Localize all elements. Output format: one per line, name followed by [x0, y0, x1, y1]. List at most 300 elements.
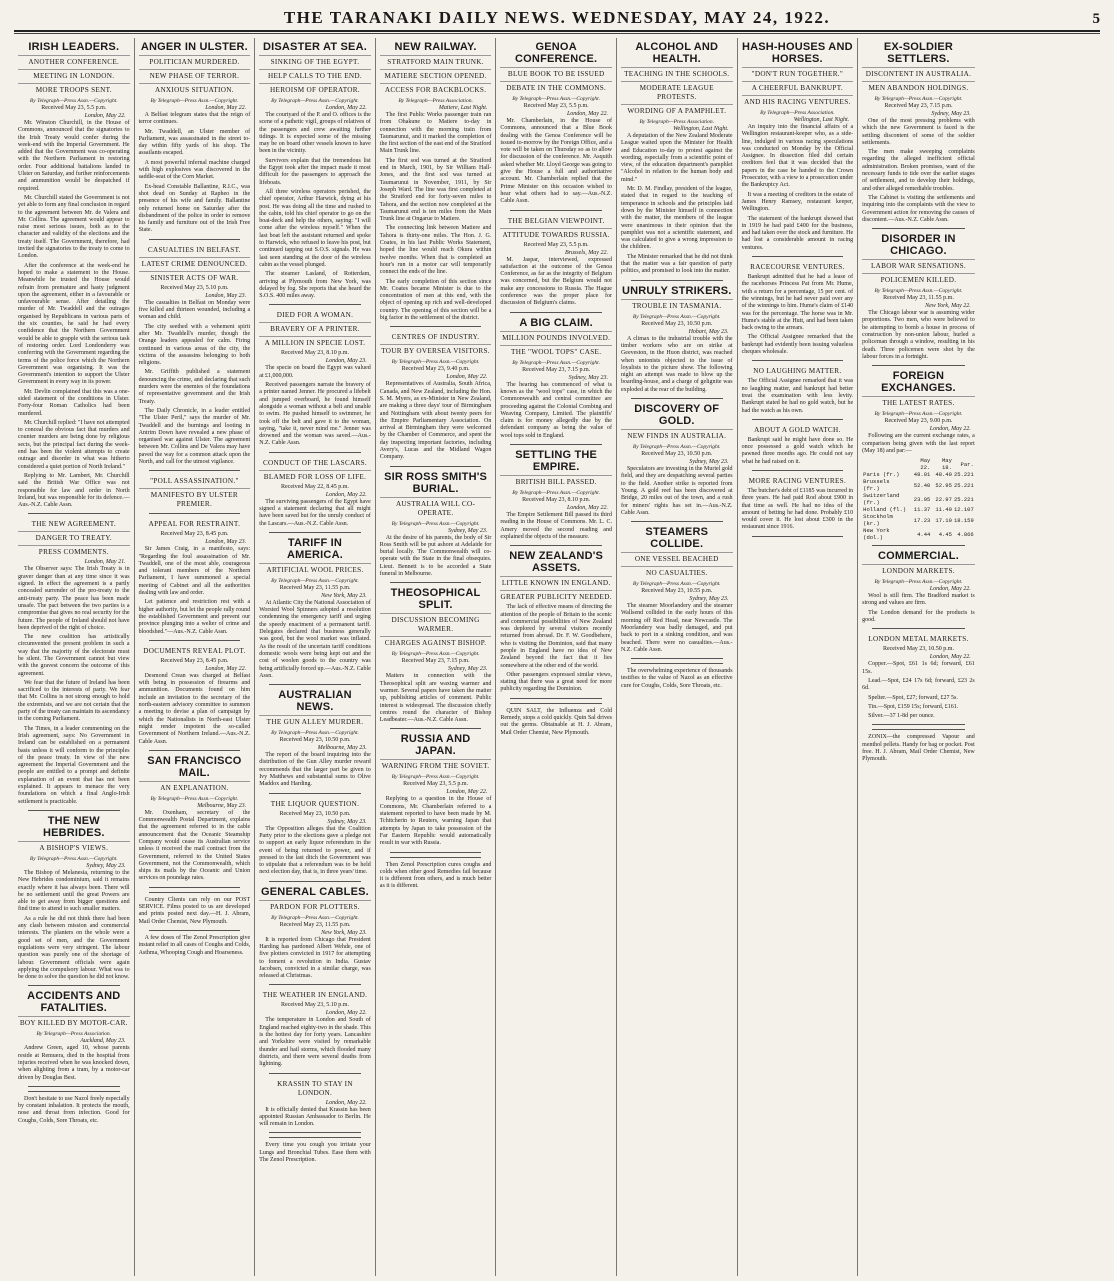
article-separator — [390, 326, 482, 327]
dateline: London, May 22. — [325, 491, 367, 498]
body-paragraph: Mr. D. M. Findlay, president of the league, stated that in regard to the teaching of temperance in schools and the principles laid down by the Minister himself in connection with the matter, the members of the league were unanimous in their opinion that the pamphlet was not a scientific statement, and was calculated to give a wrong impression to the children. — [620, 186, 733, 251]
article — [18, 41, 130, 509]
table-header-cell — [862, 457, 910, 471]
dateline: London, May 22. — [566, 111, 608, 117]
article-separator — [510, 545, 602, 546]
body-paragraph: A deputation of the New Zealand Moderate League waited upon the Minister for Health and Education to-day to protest against the wording, especially from a scientific point of view, of the education department's pamphlet "Alcohol in relation to the human body and mind." — [620, 133, 733, 183]
telegraph-credit: By Telegraph—Press Assn.—Copyright. — [512, 96, 601, 102]
subheading: A CHEERFUL BANKRUPT. — [742, 81, 854, 93]
body-paragraph: Mr. Winston Churchill, in the House of Commons, announced that the signatories to the Irish Treaty would confer during the week-end with the Imperial Government. He added that the Government was co-operating with the Northern Parliament in restoring order. Four additional battalions landed in Ulster on Saturday, and further reinforcements and ammunition would be despatched if required. — [18, 120, 130, 192]
body-paragraph: Mr. Chamberlain, in the House of Commons, announced that a Blue Book dealing with the Genoa Conference will be issued to-morrow by the Foreign Office, and a vote will be taken on Thursday so as to allow for discussion of the conference. Mr. Asquith asked whether Mr. Lloyd George was going to give the House a full and authoritative account. Mr. Chamberlain replied that the Prime Minister on this occasion wished to hear what others had to say.—Aus.-N.Z. Cable Assn. — [500, 118, 612, 205]
table-header-cell: Par. — [960, 460, 974, 468]
article — [862, 550, 975, 624]
table-row — [862, 506, 975, 513]
body-paragraph: Following are the current exchange rates, a comparison being given with the last report (May 18) and par:— — [862, 433, 975, 454]
headline: IRISH LEADERS. — [28, 41, 120, 53]
dateline: Auckland, May 23. — [80, 1038, 126, 1045]
subheading: ACCESS FOR BACKBLOCKS. — [380, 83, 492, 95]
received-time: Received May 23, 10.55 p.m. — [641, 588, 713, 595]
body-paragraph: The connecting link between Matiere and Tahora is thirty-one miles. The Hon. J. G. Coates, in his last Public Works Statement, hoped the line would reach Okura within twelve months. When that is completed an hour's run in a motor car will temporarily connect the ends of the line. — [379, 225, 492, 276]
table-cell: 25.221 — [953, 481, 974, 489]
telegraph-credit: By Telegraph—Press Assn.—Copyright. — [632, 444, 721, 451]
article — [18, 518, 130, 806]
article-separator — [149, 470, 241, 471]
article — [18, 990, 130, 1081]
article-separator — [631, 658, 723, 659]
table-cell: 52.40 — [913, 481, 931, 489]
article — [621, 285, 733, 394]
advert-text: Every time you cough you irritate your Lungs and Bronchial Tubes. Ease them with The Zenol Prescription. — [259, 1142, 371, 1164]
article-separator — [269, 984, 361, 985]
table-cell: 25.221 — [953, 471, 974, 479]
article — [742, 475, 854, 532]
body-paragraph: Received passengers narrate the bravery of a printer named Jenner. He procured a lifebelt and jumped overboard, he found himself alongside a woman without a belt and unable to swim. He pushed himself to swimmer, he took off the belt and gave it to the woman, saying, "take it, never mind me." Jenner was drowned and the woman was saved.—Aus.-N.Z. Cable Assn. — [259, 382, 371, 447]
body-paragraph: Bankrupt admitted that he had a lease of the racehorses Princess Pat from Mr. Hume, with a return for a percentage, 15 per cent. of the winnings, but he had never paid over any of the winnings to him. Hume's claim of £140 was for the percentage. The horse was in Mr. Hume's stable at the Hutt, and had been taken back owing to the arrears. — [741, 274, 854, 332]
received-time: Received May 23, 10.50 p.m. — [279, 737, 351, 744]
body-paragraph: It is officially denied that Krassin has been appointed Russian Ambassador to Berlin. He will remain in London. — [259, 1106, 371, 1128]
subheading: THE "WOOL TOPS" CASE. — [500, 345, 612, 357]
body-paragraph: Mr. Oxenham, secretary of the Commonwealth Postal Department, explains that the agreement referred to in the cable announcement that the Oceanic Steamship Company would cease its Australian service unless it received the mail contract from the Government, referred to the United States Government, not the Commonwealth, which ships its mails by the Oceanic and Union services on poundage rates. — [138, 809, 251, 882]
table-row — [862, 478, 975, 492]
article-separator — [149, 887, 241, 888]
advert-text: A few doses of The Zenol Prescription give instant relief in all cases of Coughs and Colds, Asthma, Whooping Cough and Hoarseness. — [138, 934, 251, 956]
article — [259, 41, 371, 300]
article-separator — [390, 728, 482, 729]
table-cell: 11.37 — [913, 506, 931, 514]
advert-text: Then Zenol Prescription cures coughs and colds when other good Remedies fail because it is different from others, and is much better as it is different. — [379, 861, 492, 890]
article — [139, 475, 251, 509]
body-paragraph: Speculators are investing in the Muriel gold field, and they are despatching several parties to the field. Another strike is reported from Young. A gold reef has been discovered at Bridge, 20 miles out of the town, and a rush for miners' rights has set in.—Aus.-N.Z. Cable Assn. — [620, 466, 733, 516]
subheading: ABOUT A GOLD WATCH. — [754, 425, 841, 434]
telegraph-credit: By Telegraph—Press Assn.—Copyright. — [271, 730, 359, 737]
body-paragraph: Replying to Mr. Lambert, Mr. Churchill said the British War Office was not responsible for law and order in North Ireland, but was responsible for its defence.—Aus.-N.Z. Cable Assn. — [18, 472, 130, 509]
received-time: Received May 23, 7.15 p.m. — [522, 366, 591, 373]
table-cell: Stockholm (kr.) — [863, 513, 893, 528]
column-6 — [617, 38, 738, 1276]
article-separator — [752, 256, 844, 257]
subheading: SINKING OF THE EGYPT. — [259, 55, 371, 67]
article — [742, 365, 854, 414]
dateline: Sydney, May 23. — [448, 666, 488, 673]
telegraph-credit: By Telegraph—Press Assn.—Copyright. — [391, 651, 480, 658]
article-separator — [149, 750, 241, 751]
dateline: London, May 22. — [929, 426, 971, 433]
article-separator — [269, 684, 361, 685]
table-cell: Switzerland (fr.) — [863, 492, 900, 507]
headline: NEW ZEALAND'S ASSETS. — [509, 550, 604, 575]
table-row — [862, 527, 975, 541]
article — [862, 370, 975, 541]
table-header-row — [862, 457, 975, 471]
dateline: London, May 22. — [929, 586, 971, 593]
article — [500, 317, 612, 440]
article — [621, 403, 733, 517]
body-paragraph: Representatives of Australia, South Africa, Canada, and New Zealand, including the Hon. S. M. Myers, as ex-Minister in New Zealand, are making a three days' tour of Birmingham and Nottingham with about twenty peers for the Empire Parliamentary Association. On arrival at Birmingham they were welcomed by the Chamber of Commerce, and spent the day inspecting important factories, including Avery's, Lucas and the Midland Wagon Company. — [379, 381, 492, 461]
article-separator — [390, 466, 482, 467]
subheading: LABOR WAR SENSATIONS. — [862, 259, 975, 271]
headline: AUSTRALIAN NEWS. — [278, 689, 352, 714]
body-paragraph: We fear that the future of Ireland has been sacrificed to the interests of party. We fear that Mr. Collins is not strong enough to hold the extremists, and we are not certain that the party of the treaty can maintain its ascendancy in the coming Parliament. — [18, 679, 130, 723]
telegraph-credit: By Telegraph—Press Assn.—Copyright. — [874, 579, 963, 586]
headline: DISORDER IN CHICAGO. — [881, 233, 956, 258]
telegraph-credit: By Telegraph—Press Assn.—Copyright. — [29, 855, 118, 862]
dateline: London, May 22. — [205, 105, 247, 111]
table-cell: 25.221 — [953, 495, 974, 503]
body-paragraph: The Empire Settlement Bill passed its third reading in the House of Commons. Mr. L. C. Amery moved the second reading and explained the objects of the measure. — [500, 512, 612, 540]
dateline: London, May 22. — [325, 1010, 367, 1017]
advert-text: The overwhelming experience of thousands testifies to the value of Nazol as an effective cure for Coughs, Colds, Sore Throats, etc. — [620, 668, 733, 689]
masthead — [14, 8, 1100, 32]
article-separator — [752, 536, 844, 537]
table-cell: 18.159 — [953, 516, 974, 524]
article — [621, 41, 733, 276]
table-cell: Paris (fr.) — [863, 471, 900, 479]
dateline: Wellington, Last Night. — [673, 126, 729, 132]
body-paragraph: The hearing has commenced of what is known as the "wool tops" case, in which the Commonwealth and central committee are proceeding against the Colonial Combing and Weaving Company, Limited. The plaintiffs' claim is for money allegedly due by the defendant company as being the value of wool tops sold in England. — [500, 381, 612, 439]
article — [139, 41, 251, 235]
headline: SAN FRANCISCO MAIL. — [147, 754, 242, 779]
article — [259, 1078, 371, 1129]
article — [139, 518, 251, 636]
telegraph-credit: By Telegraph—Press Assn.—Copyright. — [29, 98, 118, 104]
body-paragraph: The lack of effective means of directing the attention of the people of Britain to the scenic and commercial possibilities of New Zealand was deplored by several visitors recently returned from abroad. Dr. F. W. Goodbehere, who is visiting the Dominion, said that many people in England have no idea of New Zealand beyond the fact that it lies somewhere at the other end of the world. — [500, 604, 612, 669]
article-separator — [390, 852, 482, 853]
dateline: Matiere, Last Night. — [438, 105, 488, 111]
received-time: Received May 23, 10.50 p.m. — [882, 646, 954, 653]
headline: THEOSOPHICAL SPLIT. — [390, 587, 481, 612]
article — [259, 798, 371, 877]
subheading: NEW FINDS IN AUSTRALIA. — [621, 429, 733, 441]
dateline: New York, May 23. — [321, 929, 367, 936]
subheading: CASUALTIES IN BELFAST. — [147, 245, 241, 254]
article — [259, 457, 371, 528]
subheading: MEN ABANDON HOLDINGS. — [862, 81, 975, 93]
newspaper-title: THE TARANAKI DAILY NEWS. WEDNESDAY, MAY 24, 1922. — [283, 8, 831, 27]
subheading: THE WEATHER IN ENGLAND. — [262, 991, 368, 1000]
body-paragraph: Andrew Green, aged 10, whose parents reside at Remuera, died in the hospital from injuries received when he was knocked down, when alighting from a tram, by a motor-car driven by Douglas Best. — [18, 1045, 130, 1081]
subheading: MORE RACING VENTURES. — [748, 476, 847, 485]
received-time: Received May 22, 8.45 p.m. — [280, 483, 349, 490]
dateline: Hobart, May 23. — [688, 328, 729, 335]
dateline: Sydney, May 23. — [689, 596, 729, 603]
subheading: BRITISH BILL PASSED. — [500, 475, 612, 487]
subheading: A BISHOP'S VIEWS. — [18, 841, 130, 853]
body-paragraph: The Observer says: The Irish Treaty is in graver danger than at any time since it was signed. In effect the agreement is a partly concealed surrender of the pro-treaty to the anti-treaty party. The peace has been made unsafe. The pact between the two parties is a compromise that gives no real security for the future. The people of Ireland should not have been deprived of the right of choice. — [18, 566, 130, 631]
body-paragraph: Replying to a question in the House of Commons, Mr. Chamberlain referred to a statement reported to have been made by M. Tchitcherin to Reuters, warning Japan that attempts by Japan to take possession of the Far Eastern Republic would automatically result in war with Russia. — [379, 796, 492, 847]
article — [500, 550, 612, 694]
body-paragraph: Tin.—Spot, £159 15s; forward, £161. — [868, 703, 959, 710]
subheading: CHARGES AGAINST BISHOP. — [380, 636, 492, 648]
article-separator — [631, 663, 723, 664]
subheading: GREATER PUBLICITY NEEDED. — [500, 590, 612, 602]
telegraph-credit: By Telegraph—Press Assn.—Copyright. — [512, 359, 601, 366]
subheading: AN EXPLANATION. — [139, 781, 251, 793]
article-separator — [269, 304, 361, 305]
table-cell: 4.866 — [957, 530, 974, 538]
body-paragraph: Mr. Twaddell, an Ulster member of Parliament, was assassinated in the street to-day within fifty yards of his shop. The assailants escaped. — [138, 128, 251, 157]
received-time: Received May 23, 5.10 p.m. — [160, 284, 229, 291]
subheading: "POLL ASSASSINATION." — [150, 477, 239, 486]
telegraph-credit: By Telegraph—Press Assn.—Copyright. — [150, 795, 239, 802]
body-paragraph: The specie on board the Egypt was valued at £1,000,000. — [259, 365, 371, 379]
subheading: CENTRES OF INDUSTRY. — [391, 333, 480, 342]
body-paragraph: Silver.—37 1-8d per ounce. — [868, 713, 935, 720]
body-paragraph: It is reported from Chicago that President Harding has pardoned Albert Wehde, one of five plotters convicted in 1917 for attempting to foment a revolution in India. Gustav Jacobsen, convicted in a similar charge, was released at Christmas. — [259, 936, 371, 980]
subheading: MODERATE LEAGUE PROTESTS. — [621, 81, 733, 102]
dateline: New York, May 22. — [925, 303, 971, 310]
body-paragraph: The London demand for the products is good. — [862, 609, 975, 624]
subheading: LATEST CRIME DENOUNCED. — [139, 257, 251, 269]
subheading: KRASSIN TO STAY IN LONDON. — [277, 1079, 353, 1097]
subheading: ANXIOUS SITUATION. — [139, 83, 251, 95]
body-paragraph: As a rule he did not think there had been any clash between mission and commercial interests. The planters on the whole were a good set of men, and the Government regulations were very stringent. The labour question was purely one of the shortage of labour. Government officials were again applying the compulsory labour. What was to be done to solve the question he did not know. — [18, 915, 130, 981]
body-paragraph: The courtyard of the P. and O. offices is the scene of a pathetic vigil, groups of relatives of the passengers and crew awaiting further tidings. It is expected some of the missing may be on board other vessels known to have been in the vicinity. — [259, 112, 371, 155]
body-paragraph: Mr. Churchill stated the Government is not yet able to form any final conclusion in regard to the agreement between Mr. de Valera and Mr. Collins. The agreement would appear to raise most serious issues, both as to the character and validity of the elections and the treaty itself. The Government, therefore, had invited the signatories to the treaty to come to London. — [18, 194, 130, 260]
body-paragraph: A climax to the industrial trouble with the timber workers who are on strike at Geeveston, in the Huon district, was reached when unionists objected to the issue of loyalists to the picture show. The following night an attempt was made to blow up the boarding-house, and a charge of gelignite was exploded at the rear of the building. — [620, 335, 733, 393]
body-paragraph: The Daily Chronicle, in a leader entitled "The Ulster Peril," says the murder of Mr. Twaddell and the burnings and looting in Antrim Down have revealed a new phase of organised war against Ulster. The agreement between Mr. Collins and De Valera may have paved the way for a common attack upon the North, and call for the utmost vigilance. — [138, 407, 251, 465]
table-cell: 12.107 — [953, 506, 974, 514]
telegraph-credit: By Telegraph—Press Assn.—Copyright. — [391, 359, 480, 366]
telegraph-credit: By Telegraph—Press Assn.—Copyright. — [391, 520, 480, 527]
body-paragraph: The casualties in Belfast on Monday were five killed and thirteen wounded, including a woman and child. — [138, 299, 251, 321]
table-row — [862, 513, 975, 527]
subheading: TROUBLE IN TASMANIA. — [621, 299, 733, 311]
article — [500, 41, 612, 206]
table-cell: Holland (fl.) — [863, 506, 907, 514]
headline: ALCOHOL AND HEALTH. — [635, 41, 719, 65]
subheading: DANGER TO TREATY. — [18, 531, 130, 543]
article-separator — [269, 881, 361, 882]
subheading: ANOTHER CONFERENCE. — [18, 55, 130, 67]
telegraph-credit: By Telegraph—Press Assn.—Copyright. — [874, 96, 963, 102]
article-separator — [390, 857, 482, 858]
headline: UNRULY STRIKERS. — [621, 284, 732, 297]
body-paragraph: The temperature in London and South of England reached eighty-two in the shade. This is the hottest day for forty years. Lancashire and Yorkshire were visited by remarkable thunder and hail storms, which flooded many districts, and there were several deaths from lightning. — [259, 1017, 371, 1068]
subheading: NO CASUALTIES. — [621, 566, 733, 578]
article-separator — [631, 521, 723, 522]
body-paragraph: Ex-head Constable Ballantine, R.I.C., was shot dead on Sunday at Rapheo in the presence of his wife and family. Ballantine only returned home on Saturday after the disbandment of the police in order to remove his family and furniture out of the Irish Free State. — [138, 183, 251, 234]
dateline: Wellington, Last Night. — [793, 117, 850, 123]
subheading: PRESS COMMENTS. — [18, 545, 130, 557]
table-cell: 17.23 — [913, 516, 931, 524]
received-time: Received May 23, 11.55 p.m. — [279, 921, 351, 928]
body-paragraph: The surviving passengers of the Egypt have signed a statement declaring that all might have been saved but for the unruly conduct of the Lascars.—Aus.-N.Z. Cable Assn. — [259, 498, 371, 527]
body-paragraph: Spelter.—Spot, £27; forward, £27 5s. — [868, 694, 958, 701]
telegraph-credit: By Telegraph—Press Assn.—Copyright. — [150, 98, 239, 104]
received-time: Received May 23, 8.45 p.m. — [160, 531, 229, 538]
article-separator — [510, 703, 602, 704]
subheading: LONDON MARKETS. — [862, 564, 975, 576]
body-paragraph: Lead.—Spot, £24 17s 6d; forward, £23 2s 6d. — [862, 677, 975, 692]
dateline: London, May 22. — [446, 789, 488, 796]
article-separator — [149, 930, 241, 931]
column-5 — [496, 38, 617, 1276]
dateline: New York, May 23. — [321, 592, 367, 599]
table-cell: 48.40 — [935, 471, 952, 479]
article — [742, 41, 854, 252]
subheading: NO LAUGHING MATTER. — [753, 367, 842, 376]
telegraph-credit: By Telegraph—Press Assn.—Copyright. — [271, 98, 359, 104]
table-row — [862, 471, 975, 478]
subheading: POLICEMEN KILLED. — [862, 273, 975, 285]
dateline: London, May 23. — [325, 358, 367, 365]
dateline: London, May 23. — [205, 539, 247, 546]
received-time: Received May 23, 11.55 p.m. — [279, 584, 351, 591]
received-time: Received May 23, 5.5 p.m. — [403, 781, 469, 788]
subheading: ONE VESSEL BEACHED — [621, 552, 733, 564]
column-8 — [858, 38, 979, 1276]
article-separator — [510, 210, 602, 211]
table-header-cell: May 18. — [942, 457, 952, 472]
article-separator — [28, 513, 120, 514]
column-3 — [255, 38, 376, 1276]
dateline: Sydney, May 23. — [86, 862, 126, 869]
dateline: London, May 22. — [325, 1099, 367, 1106]
article — [259, 886, 371, 981]
headline: STEAMERS COLLIDE. — [645, 526, 709, 551]
received-time: Received May 23, 11.55 p.m. — [883, 295, 954, 302]
article — [380, 471, 492, 579]
dateline: Sydney, May 23. — [931, 111, 971, 117]
subheading: THE NEW AGREEMENT. — [31, 520, 116, 529]
body-paragraph: The steamer Moorlandery and the steamer Wallsend collided in the early hours of this morning off Red Head, near Newcastle. The Moorlandery was badly damaged, and put back to port in a sinking condition, and was beached. There were no casualties.—Aus.-N.Z. Cable Assn. — [620, 603, 733, 653]
telegraph-credit: By Telegraph—Press Assn.—Copyright. — [271, 914, 359, 921]
advert-text: ZONIX—the compressed Vapour and menthol pellets. Handy for bag or pocket. Post free. H. J. Abram, Mail Order Chemist, New Plymouth. — [862, 734, 975, 763]
article-separator — [631, 280, 723, 281]
received-time: Received May 23, 9.00 p.m. — [884, 418, 953, 425]
article — [259, 989, 371, 1068]
received-time: Received May 23, 5.5 p.m. — [41, 105, 107, 111]
dateline: Sydney, May 23. — [327, 818, 367, 825]
article-separator — [269, 532, 361, 533]
received-time: Received May 23, 8.10 p.m. — [522, 497, 591, 504]
dateline: Melbourne, May 23. — [317, 745, 367, 752]
table-row — [862, 492, 975, 506]
body-paragraph: Mr. Devlin complained that this was a one-sided statement of the conditions in Ulster. Forty-four Roman Catholics had been murdered. — [18, 388, 130, 417]
subheading: PARDON FOR PLOTTERS. — [259, 900, 371, 912]
dateline: Sydney, May 23. — [568, 374, 608, 381]
table-cell: 52.95 — [935, 481, 952, 489]
telegraph-credit: By Telegraph—Press Association. — [760, 110, 835, 116]
article — [139, 244, 251, 467]
article-separator — [149, 239, 241, 240]
dateline: London, May 22. — [929, 654, 971, 661]
article-separator — [149, 513, 241, 514]
headline: EX-SOLDIER SETTLERS. — [883, 41, 954, 65]
dateline: London, May 22. — [205, 665, 247, 672]
table-cell: 48.01 — [913, 471, 931, 479]
body-paragraph: Other passengers expressed similar views, stating that there was a great need for more publicity regarding the Dominion. — [500, 671, 612, 693]
body-paragraph: A most powerful infernal machine charged with high explosives was discovered in the saddle-seat of the Corn Market. — [138, 159, 251, 181]
headline: GENOA CONFERENCE. — [515, 41, 598, 65]
body-paragraph: The Opposition alleges that the Coalition Party prior to the elections gave a pledge not to support an early liquor referendum in the event of being returned to power, and if pressed to the last ditch the Government was to stipulate that a referendum was to be held next election day, that is, in three years' time. — [259, 825, 371, 876]
table-cell: 4.44 — [917, 530, 931, 538]
article-separator — [872, 729, 965, 730]
headline: HASH-HOUSES AND HORSES. — [741, 41, 853, 65]
subheading: APPEAL FOR RESTRAINT. — [148, 520, 241, 529]
headline: SIR ROSS SMITH'S BURIAL. — [384, 470, 488, 495]
article-separator — [752, 419, 844, 420]
article — [500, 449, 612, 541]
column-7 — [738, 38, 859, 1276]
headline: SETTLING THE EMPIRE. — [515, 449, 598, 474]
article — [500, 215, 612, 308]
telegraph-credit: By Telegraph—Press Assn.—Copyright. — [632, 581, 721, 588]
telegraph-credit: By Telegraph—Press Association. — [398, 98, 473, 104]
headline: COMMERCIAL. — [877, 550, 959, 563]
article — [18, 815, 130, 981]
telegraph-credit: By Telegraph—Press Assn.—Copyright. — [512, 490, 601, 497]
body-paragraph: A Belfast telegram states that the reign of terror continues. — [138, 112, 251, 126]
subheading: MANIFESTO BY ULSTER PREMIER. — [139, 488, 251, 509]
subheading: MATIERE SECTION OPENED. — [380, 69, 492, 81]
body-paragraph: The Minister remarked that he did not think that the matter was a fair question of party politics, and promised to look into the matter. — [620, 253, 733, 275]
table-cell: 17.10 — [935, 516, 952, 524]
telegraph-credit: By Telegraph—Press Assn.—Copyright. — [874, 411, 963, 418]
body-paragraph: The steamer Lasland, of Rotterdam, arriving at Plymouth from New York, was delayed by fog. She reports that she heard the S.O.S. 400 miles away. — [259, 271, 371, 300]
article-separator — [631, 398, 723, 399]
table-cell: Brussels (fr.) — [863, 478, 890, 493]
body-paragraph: After the conference at the week-end he hoped to make a statement to the House. Meanwhile he trusted the House would refrain from premature and hasty judgment upon the agreement, either in a favourable or unfavourable sense. After detailing the murder of Mr. Twaddell and the outrages organised by Republicans in various parts of the six counties, he said he had every confidence that the Northern Government would be able to grapple with the serious task of restoring order. Lord Londonderry was conferring with the Government regarding the terms of the police force which the Northern Government was organising. It was the Government's intention to support the Ulster Government in every way in its power. — [18, 262, 130, 386]
body-paragraph: Let patience and restriction rest with a higher authority, but let the people rally round the established Government and prevent our province plunging into a welter of crime and bloodshed."—Aus.-N.Z. Cable Assn. — [138, 599, 251, 635]
received-time: Received May 23, 10.50 p.m. — [641, 451, 713, 458]
article-separator — [872, 628, 965, 629]
advert-text: QUIN SALT, the Influenza and Cold Remedy, stops a cold quickly. Quin Sal drives out the germs. Obtainable at H. J. Abram, Mail Order Chemist, New Plymouth. — [500, 707, 612, 736]
article-separator — [510, 444, 602, 445]
article-separator — [28, 985, 120, 986]
headline: ACCIDENTS AND FATALITIES. — [27, 990, 121, 1015]
article-separator — [28, 1086, 120, 1087]
article — [862, 633, 975, 720]
subheading: POLITICIAN MURDERED. — [139, 55, 251, 67]
article-separator — [149, 640, 241, 641]
body-paragraph: The men make sweeping complaints regarding the alleged inefficient official administration. Broken promises, want of the necessary funds to tide over the earlier stages of settlement, and to develop their holdings, and other alleged remediable troubles. — [862, 149, 975, 192]
article — [259, 689, 371, 788]
body-paragraph: One of the most pressing problems with which the new Government is faced is the settling discontent of some of the soldier settlements. — [862, 118, 975, 146]
body-paragraph: The statement of the bankrupt showed that in 1919 he had paid £400 for the business, and had taken over the stock and furniture. He had lost a considerable amount in racing ventures. — [741, 215, 854, 251]
body-paragraph: The Times, in a leader commenting on the Irish agreement, says: No Government in Ireland can be established on a permanent basis unless it will conform to the principles of the peace treaty. In view of the new agreement the Imperial Government and the people are entitled to a prompt and definite explanation of an event that has not been explained. It appears to menace the very foundations on which a final Anglo-Irish settlement is practicable. — [18, 725, 130, 805]
article-separator — [269, 1137, 361, 1138]
headline: GENERAL CABLES. — [261, 885, 369, 898]
dateline: London, May 23. — [205, 292, 247, 299]
article-separator — [269, 1073, 361, 1074]
dateline: London, May 22. — [84, 113, 126, 119]
article — [742, 424, 854, 466]
article — [380, 41, 492, 322]
dateline: London, May 22. — [566, 505, 608, 512]
headline: NEW RAILWAY. — [394, 41, 477, 53]
article-separator — [269, 452, 361, 453]
body-paragraph: The first sod was turned at the Stratford end in March, 1901, by Sir William Hall-Jones, and the first sod was turned at Taumarunui in November, 1911, by Sir Joseph Ward. The line was first completed at the Stratford end for forty-seven miles to Tahora, and the section now completed at the Taumarunui end is ten miles from the Main Trunk line at Ongarue to Matiere. — [379, 157, 492, 223]
article-separator — [510, 312, 602, 313]
table-cell: 22.97 — [935, 495, 952, 503]
subheading: DOCUMENTS REVEAL PLOT. — [143, 646, 246, 655]
received-time: Received May 23, 7.15 p.m. — [401, 658, 470, 665]
body-paragraph: An inquiry into the financial affairs of a Wellington restaurant-keeper who, as a side-line, indulged in various racing speculations was conducted on Monday by the Official Assignee. In dissection filed did certain creditors feel that it was decided that the papers in the case be handed to the Crown Prosecutor, with a view to a prosecution under the Bankruptcy Act. — [741, 124, 854, 189]
received-time: Received May 23, 10.50 p.m. — [279, 810, 351, 817]
received-time: Received May 23, 7.15 p.m. — [884, 103, 953, 109]
table-cell: 23.05 — [913, 495, 931, 503]
body-paragraph: The Official Assignee remarked that the bankrupt had evidently been issuing valueless cheques wholesale. — [741, 334, 854, 356]
body-paragraph: Desmond Crean was charged at Belfast with being in possession of firearms and ammunition. Documents found on him include an invitation to the secretary of the north-eastern advisory committee to summon a meeting to devise a plan of campaign by which the Nationalists in North-east Ulster might render impotent the so-called Government of Northern Ireland.—Aus.-N.Z. Cable Assn. — [138, 672, 251, 745]
article-separator — [752, 470, 844, 471]
article — [380, 587, 492, 724]
advert-text: Don't hesitate to use Nazol freely especially by constant inhalation. It protects the mouth, nose and throat from infection. Good for Coughs, Colds, Sore Throats, etc. — [18, 1095, 130, 1124]
article-separator — [510, 698, 602, 699]
telegraph-credit: By Telegraph—Press Association. — [639, 119, 715, 125]
dateline: London, May 21. — [84, 559, 126, 566]
subheading: ARTIFICIAL WOOL PRICES. — [259, 563, 371, 575]
